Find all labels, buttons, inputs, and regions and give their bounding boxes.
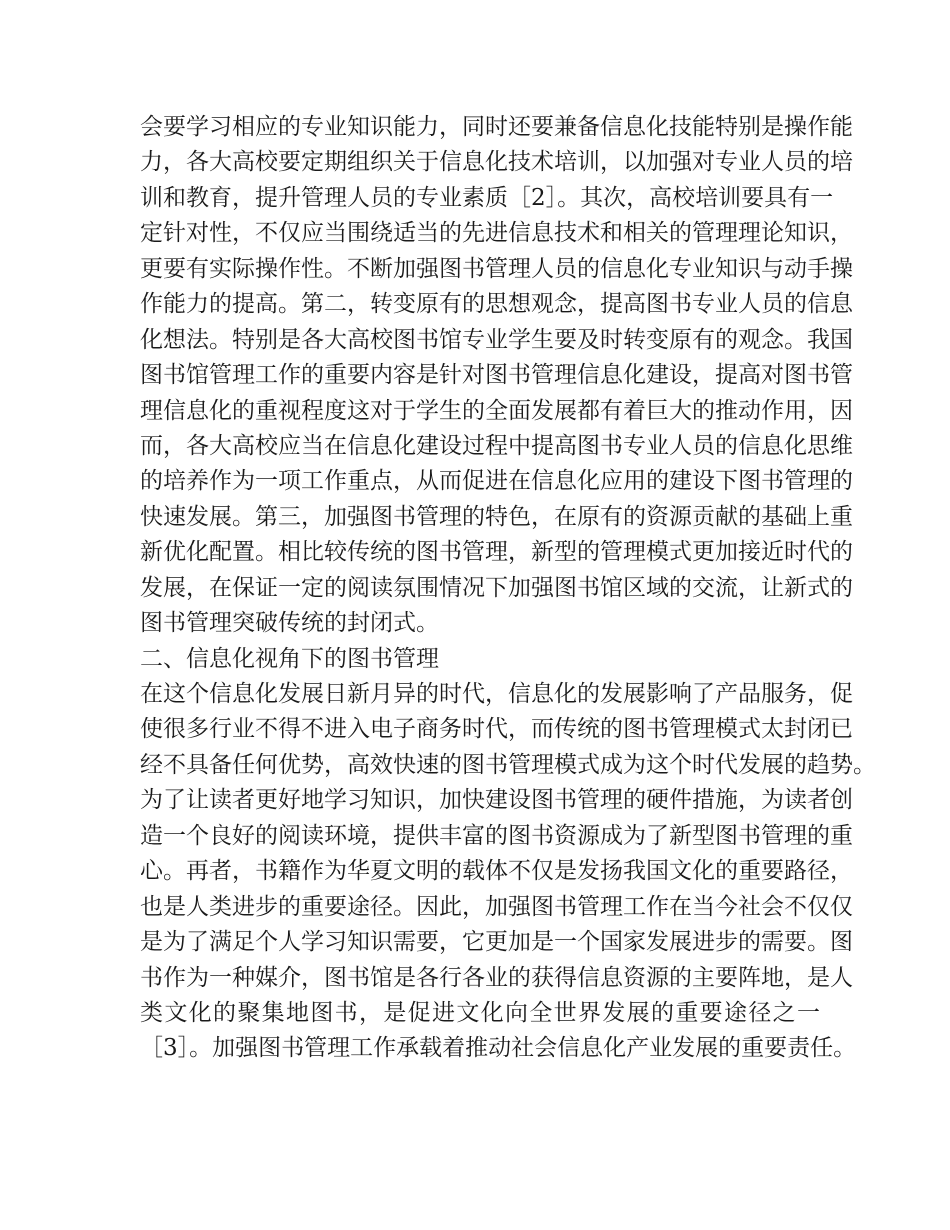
paragraph-2 bbox=[140, 677, 876, 1067]
text-line: 会要学习相应的专业知识能力，同时还要兼备信息化技能特别是操作能 bbox=[140, 114, 853, 140]
text-line: 训和教育，提升管理人员的专业素质［2］。其次，高校培训要具有一 bbox=[140, 184, 834, 211]
text-line: 发展，在保证一定的阅读氛围情况下加强图书馆区域的交流，让新式的 bbox=[140, 574, 853, 601]
text-line: 图书馆管理工作的重要内容是针对图书管理信息化建设，提高对图书管 bbox=[140, 362, 853, 389]
text-line: 类文化的聚集地图书，是促进文化向全世界发展的重要途径之一 bbox=[140, 999, 820, 1026]
text-line: ［3］。加强图书管理工作承载着推动社会信息化产业发展的重要责任。 bbox=[140, 1035, 857, 1062]
document-body bbox=[140, 110, 876, 1067]
text-line: 使很多行业不得不进入电子商务时代，而传统的图书管理模式太封闭已 bbox=[140, 716, 853, 743]
text-line: 新优化配置。相比较传统的图书管理，新型的管理模式更加接近时代的 bbox=[140, 539, 853, 566]
section-heading: 二、信息化视角下的图书管理 bbox=[140, 645, 439, 672]
text-line: 在这个信息化发展日新月异的时代，信息化的发展影响了产品服务，促 bbox=[140, 681, 853, 707]
text-line: 力，各大高校要定期组织关于信息化技术培训，以加强对专业人员的培 bbox=[140, 149, 853, 176]
text-line: 而，各大高校应当在信息化建设过程中提高图书专业人员的信息化思维 bbox=[140, 432, 853, 459]
text-line: 是为了满足个人学习知识需要，它更加是一个国家发展进步的需要。图 bbox=[140, 929, 853, 956]
paragraph-1 bbox=[140, 110, 853, 642]
text-line: 快速发展。第三，加强图书管理的特色，在原有的资源贡献的基础上重 bbox=[140, 503, 853, 530]
text-line: 为了让读者更好地学习知识，加快建设图书管理的硬件措施，为读者创 bbox=[140, 787, 853, 814]
text-line: 也是人类进步的重要途径。因此，加强图书管理工作在当今社会不仅仅 bbox=[140, 893, 853, 920]
text-line: 的培养作为一项工作重点，从而促进在信息化应用的建设下图书管理的 bbox=[140, 468, 853, 495]
text-line: 图书管理突破传统的封闭式。 bbox=[140, 610, 439, 637]
text-line: 书作为一种媒介，图书馆是各行各业的获得信息资源的主要阵地，是人 bbox=[140, 964, 853, 991]
text-line: 更要有实际操作性。不断加强图书管理人员的信息化专业知识与动手操 bbox=[140, 255, 853, 282]
text-line: 定针对性，不仅应当围绕适当的先进信息技术和相关的管理理论知识， bbox=[140, 220, 853, 247]
text-line: 作能力的提高。第二，转变原有的思想观念，提高图书专业人员的信息 bbox=[140, 291, 853, 318]
text-line: 心。再者，书籍作为华夏文明的载体不仅是发扬我国文化的重要路径， bbox=[140, 858, 853, 885]
text-line: 理信息化的重视程度这对于学生的全面发展都有着巨大的推动作用，因 bbox=[140, 397, 853, 424]
text-line: 经不具备任何优势，高效快速的图书管理模式成为这个时代发展的趋势。 bbox=[140, 751, 876, 778]
text-line: 造一个良好的阅读环境，提供丰富的图书资源成为了新型图书管理的重 bbox=[140, 822, 853, 849]
text-line: 化想法。特别是各大高校图书馆专业学生要及时转变原有的观念。我国 bbox=[140, 326, 853, 353]
